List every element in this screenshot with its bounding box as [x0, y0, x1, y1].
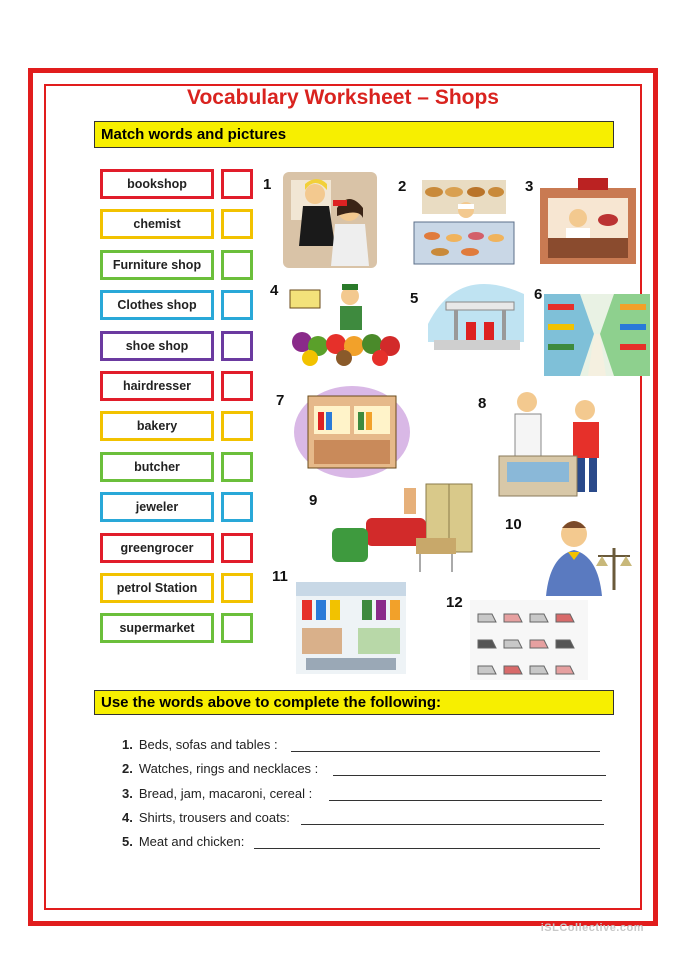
word-box: shoe shop [100, 331, 214, 361]
answer-box[interactable] [221, 452, 253, 482]
picture-number: 10 [505, 516, 522, 533]
question-number: 1. [122, 737, 133, 752]
answer-box[interactable] [221, 613, 253, 643]
answer-box[interactable] [221, 573, 253, 603]
answer-box[interactable] [221, 331, 253, 361]
answer-box[interactable] [221, 209, 253, 239]
bakery-picture [410, 176, 518, 268]
answer-box[interactable] [221, 533, 253, 563]
picture-number: 9 [309, 492, 318, 509]
bookshop-picture [294, 382, 410, 478]
question-item [122, 786, 312, 801]
answer-box[interactable] [221, 169, 253, 199]
chemist-picture [497, 384, 609, 498]
butcher-picture [538, 178, 638, 266]
question-text: Meat and chicken: [138, 834, 245, 849]
clothes-shop-picture [296, 582, 406, 674]
question-item [122, 810, 290, 825]
word-box: hairdresser [100, 371, 214, 401]
word-box: bookshop [100, 169, 214, 199]
picture-number: 1 [263, 176, 272, 193]
answer-line[interactable] [291, 751, 600, 752]
word-box: supermarket [100, 613, 214, 643]
question-text: Watches, rings and necklaces : [138, 761, 319, 776]
word-box: petrol Station [100, 573, 214, 603]
word-box: bakery [100, 411, 214, 441]
word-box: chemist [100, 209, 214, 239]
answer-box[interactable] [221, 250, 253, 280]
answer-box[interactable] [221, 371, 253, 401]
question-text: Shirts, trousers and coats: [138, 810, 290, 825]
worksheet-title: Vocabulary Worksheet – Shops [187, 86, 499, 109]
picture-number: 5 [410, 290, 419, 307]
word-box: butcher [100, 452, 214, 482]
question-text: Beds, sofas and tables : [138, 737, 278, 752]
question-number: 3. [122, 786, 133, 801]
answer-box[interactable] [221, 492, 253, 522]
answer-box[interactable] [221, 411, 253, 441]
question-text: Bread, jam, macaroni, cereal : [138, 786, 313, 801]
shoe-shop-picture [470, 600, 588, 680]
jeweler-picture [540, 512, 636, 600]
picture-number: 3 [525, 178, 534, 195]
question-item [122, 834, 244, 849]
picture-number: 4 [270, 282, 279, 299]
picture-number: 2 [398, 178, 407, 195]
question-item [122, 761, 318, 776]
word-box: Furniture shop [100, 250, 214, 280]
picture-number: 11 [272, 568, 288, 585]
section-heading-complete: Use the words above to complete the following: [94, 690, 614, 715]
answer-line[interactable] [333, 775, 606, 776]
hairdresser-picture [277, 170, 379, 270]
picture-number: 6 [534, 286, 543, 303]
picture-number: 7 [276, 392, 285, 409]
petrol-station-picture [426, 272, 526, 358]
answer-line[interactable] [301, 824, 604, 825]
answer-line[interactable] [254, 848, 600, 849]
word-box: greengrocer [100, 533, 214, 563]
watermark-text: iSLCollective.com [540, 922, 644, 934]
section-heading-match: Match words and pictures [94, 121, 614, 148]
question-number: 2. [122, 761, 133, 776]
furniture-picture [326, 478, 476, 576]
word-box: Clothes shop [100, 290, 214, 320]
picture-number: 12 [446, 594, 463, 611]
answer-box[interactable] [221, 290, 253, 320]
word-box: jeweler [100, 492, 214, 522]
question-number: 4. [122, 810, 133, 825]
greengrocer-picture [284, 282, 410, 366]
question-item [122, 737, 278, 752]
picture-number: 8 [478, 395, 487, 412]
supermarket-picture [544, 294, 650, 376]
question-number: 5. [122, 834, 133, 849]
answer-line[interactable] [329, 800, 602, 801]
